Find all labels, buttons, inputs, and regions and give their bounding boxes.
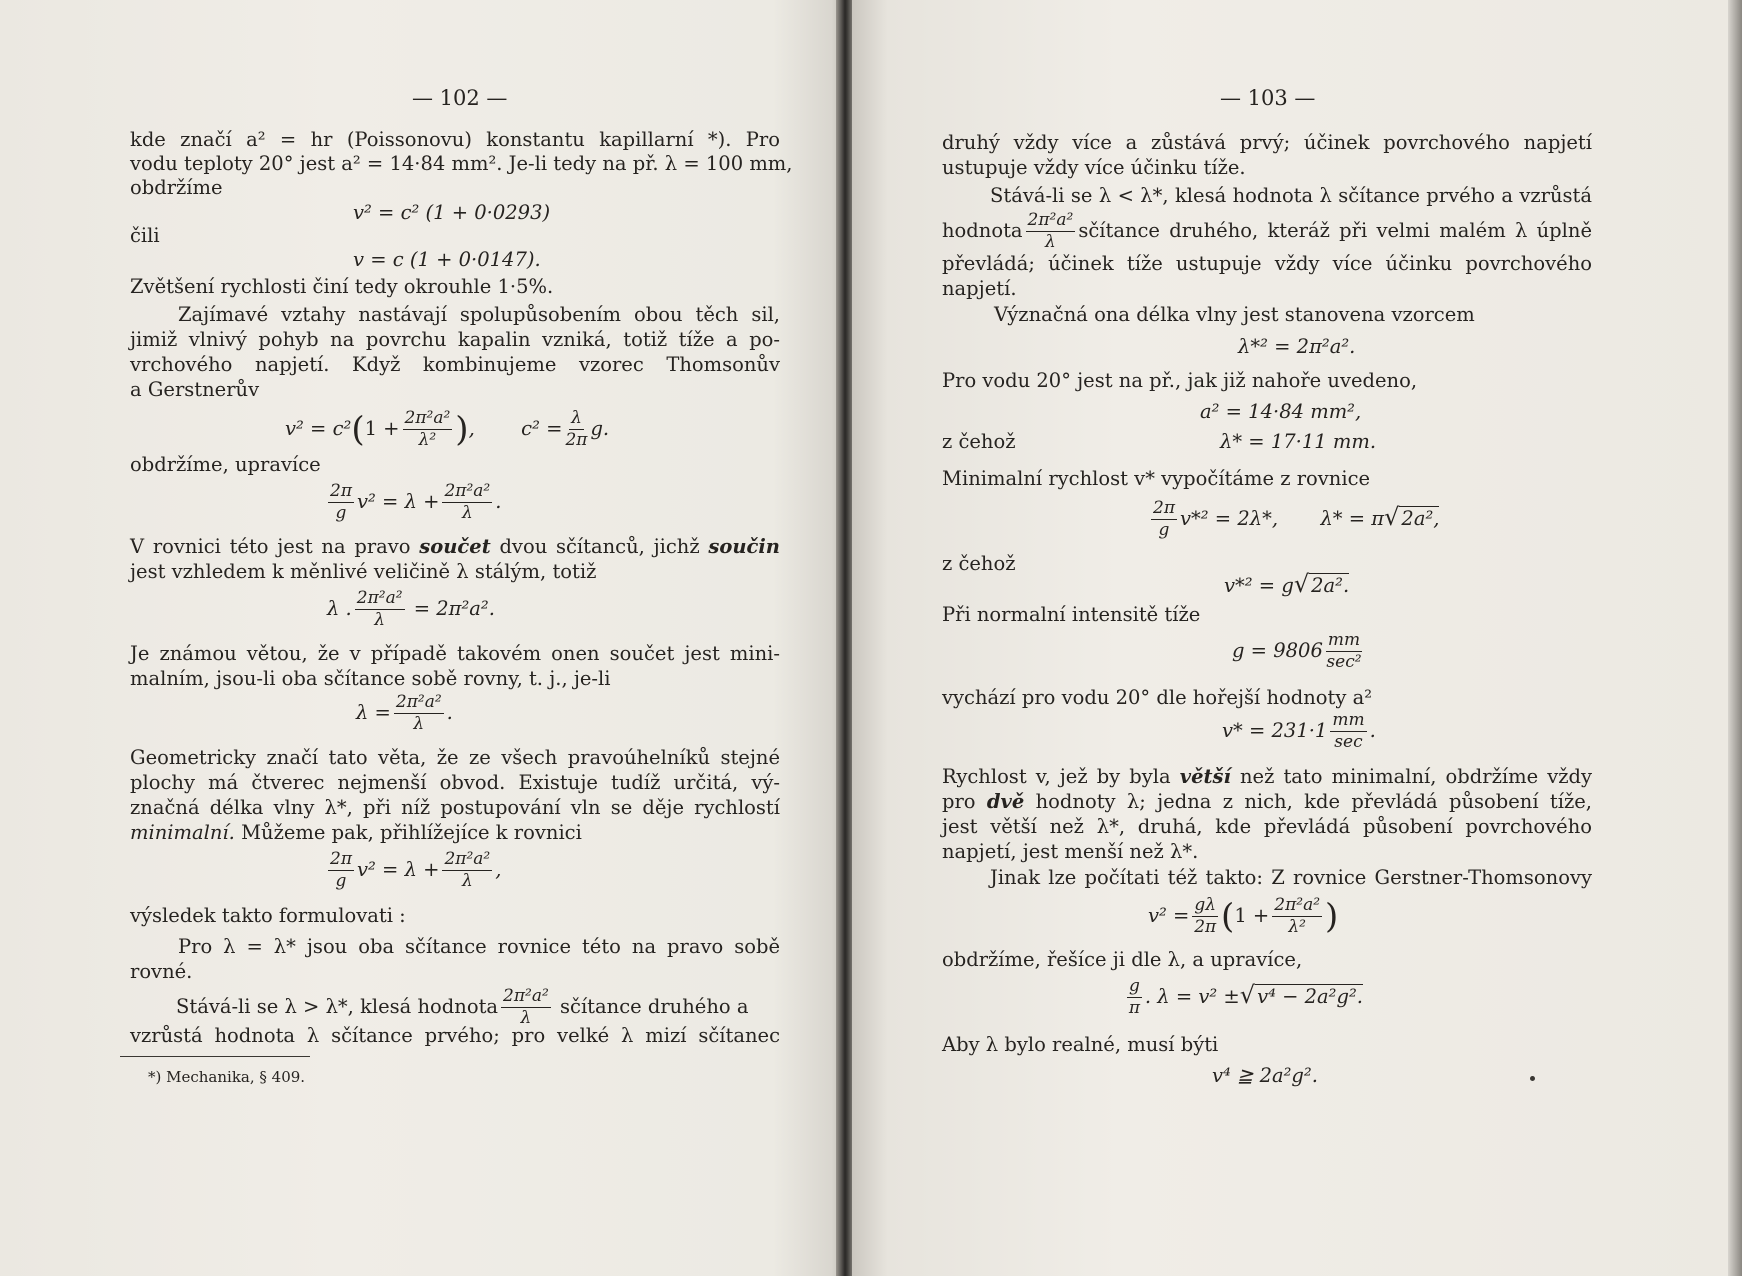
numerator: 2π²a²	[444, 481, 491, 501]
fraction	[1192, 897, 1218, 936]
eq-part: v* = 231·1	[1222, 719, 1328, 742]
denominator: λ	[461, 503, 473, 523]
numerator: 2π²a²	[395, 692, 442, 712]
numerator: λ	[571, 408, 582, 428]
equation	[1124, 978, 1363, 1017]
fraction	[442, 851, 492, 890]
text-span: sčítance druhého a	[560, 995, 749, 1018]
text-line	[942, 212, 1592, 251]
emphasis: součin	[708, 535, 780, 558]
text-span: než tato minimalní, obdržíme vždy	[1239, 765, 1592, 788]
eq-part: v² = λ +	[357, 858, 440, 881]
text-line: kde značí a² = hr (Poissonovu) konstantu kapillarní *). Pro	[130, 128, 780, 151]
text-line	[130, 823, 582, 843]
denominator: 2π	[565, 430, 588, 450]
text-line: čili	[130, 224, 160, 247]
eq-part: g.	[590, 417, 610, 440]
fraction	[1272, 897, 1322, 936]
equation	[1232, 632, 1365, 671]
page-number: — 103 —	[1220, 86, 1316, 110]
text-line	[942, 792, 1592, 812]
text-line: jimiž vlnivý pohyb na povrchu kapalin vzniká, totiž tíže a po-	[130, 328, 780, 351]
equation: v = c (1 + 0·0147).	[353, 248, 541, 271]
denominator: λ	[461, 871, 473, 891]
eq-part: .	[495, 490, 502, 513]
fraction	[442, 483, 492, 522]
equation	[356, 694, 453, 733]
footnote: *) Mechanika, § 409.	[148, 1068, 306, 1086]
numerator: gλ	[1194, 895, 1217, 915]
text-line: Stává-li se λ < λ*, klesá hodnota λ sčítance prvého a vzrůstá	[990, 184, 1592, 207]
fraction	[1151, 500, 1177, 539]
numerator: g	[1129, 976, 1140, 996]
text-line: Pro λ = λ* jsou oba sčítance rovnice této na pravo sobě	[178, 935, 780, 958]
eq-part: v*² = 2λ*,	[1180, 507, 1279, 530]
paren-open: (	[351, 409, 365, 450]
eq-part: ,	[468, 417, 475, 440]
text-line	[942, 767, 1592, 787]
text-line: rovné.	[130, 960, 193, 983]
eq-part: λ* = π	[1320, 507, 1385, 530]
text-line: malním, jsou-li oba sčítance sobě rovny, t. j., je-li	[130, 667, 611, 690]
paren-open: (	[1221, 896, 1235, 937]
eq-part: 1 +	[364, 417, 400, 440]
text-span: Rychlost v, jež by byla	[942, 765, 1171, 788]
equation: λ* = 17·11 mm.	[1220, 430, 1377, 453]
equation	[325, 851, 501, 890]
right-page	[852, 0, 1742, 1276]
eq-part: . λ = v² ±	[1144, 985, 1240, 1008]
equation: a² = 14·84 mm²,	[1200, 400, 1362, 423]
denominator: λ	[374, 610, 386, 630]
numerator: 2π²a²	[404, 408, 451, 428]
text-line: Jinak lze počítati též takto: Z rovnice Gerstner-Thomsonovy	[990, 866, 1592, 889]
text-line: Je známou větou, že v případě takovém onen součet jest mini-	[130, 642, 780, 665]
text-line	[176, 988, 748, 1027]
paren-close: )	[455, 409, 469, 450]
text-line: obdržíme, upravíce	[130, 453, 321, 476]
text-line: vychází pro vodu 20° dle hořejší hodnoty a²	[942, 686, 1373, 709]
fraction	[1026, 212, 1076, 251]
text-line: Pro vodu 20° jest na př., jak již nahoře uvedeno,	[942, 369, 1418, 392]
fraction	[355, 590, 405, 629]
text-line: obdržíme	[130, 176, 223, 199]
ink-speck	[1530, 1076, 1535, 1081]
emphasis: součet	[419, 535, 491, 558]
denominator: λ	[1045, 232, 1056, 252]
eq-part: .	[446, 701, 453, 724]
radicand: 2a².	[1311, 574, 1350, 597]
eq-part: 1 +	[1234, 904, 1270, 927]
text-line: z čehož	[942, 552, 1016, 575]
denominator: g	[1158, 520, 1170, 540]
denominator: sec	[1334, 732, 1363, 752]
radicand: v⁴ − 2a²g².	[1257, 985, 1363, 1008]
denominator: λ²	[1288, 917, 1306, 937]
eq-part: .	[1369, 719, 1376, 742]
text-line: Aby λ bylo realné, musí býti	[942, 1033, 1219, 1056]
equation	[285, 410, 609, 449]
text-line: ustupuje vždy více účinku tíže.	[942, 156, 1246, 179]
denominator: g	[335, 871, 347, 891]
eq-part: v² = c²	[285, 417, 352, 440]
numerator: 2π²a²	[356, 588, 403, 608]
paren-close: )	[1325, 896, 1339, 937]
emphasis: dvě	[986, 790, 1025, 813]
text-line: vrchového napjetí. Když kombinujeme vzorec Thomsonův	[130, 353, 780, 376]
fraction	[1326, 632, 1362, 671]
text-line: Zvětšení rychlosti činí tedy okrouhle 1·5%.	[130, 275, 554, 298]
denominator: λ²	[418, 430, 437, 450]
numerator: 2π²a²	[1027, 210, 1074, 230]
fraction	[565, 410, 587, 449]
text-line: napjetí, jest menší než λ*.	[942, 840, 1199, 863]
fraction	[501, 988, 551, 1027]
eq-part: λ =	[356, 701, 391, 724]
left-page	[0, 0, 840, 1276]
fraction	[394, 694, 444, 733]
equation	[1148, 897, 1338, 936]
numerator: mm	[1327, 630, 1361, 650]
text-line: Minimalní rychlost v* vypočítáme z rovnice	[942, 467, 1371, 490]
radicand: 2a²,	[1401, 507, 1440, 530]
footnote-rule	[120, 1056, 310, 1057]
text-line	[130, 537, 780, 557]
emphasis: větší	[1179, 765, 1231, 788]
text-line: plochy má čtverec nejmenší obvod. Existuje tudíž určitá, vý-	[130, 771, 780, 794]
text-line: převládá; účinek tíže ustupuje vždy více účinku povrchového	[942, 252, 1592, 275]
equation	[1222, 712, 1376, 751]
eq-part: g = 9806	[1232, 639, 1323, 662]
text-line: Při normalní intensitě tíže	[942, 603, 1201, 626]
numerator: 2π²a²	[1274, 895, 1321, 915]
numerator: mm	[1332, 710, 1365, 730]
denominator: λ	[413, 714, 425, 734]
fraction	[328, 483, 354, 522]
equation	[325, 483, 501, 522]
text-span: V rovnici této jest na pravo	[130, 535, 411, 558]
text-line: jest vzhledem k měnlivé veličině λ stálým, totiž	[130, 560, 597, 583]
text-span: dvou sčítanců, jichž	[499, 535, 700, 558]
eq-part: ,	[495, 858, 502, 881]
equation: λ*² = 2π²a².	[1238, 335, 1356, 358]
text-line: značná délka vlny λ*, při níž postupování vln se děje rychlostí	[130, 796, 780, 819]
numerator: 2π	[330, 481, 352, 501]
eq-part: c² =	[521, 417, 563, 440]
equation	[327, 590, 495, 629]
text-span: pro	[942, 790, 976, 813]
equation: v⁴ ≧ 2a²g².	[1212, 1064, 1318, 1087]
text-span: sčítance druhého, kteráž při velmi malém λ úplně	[1078, 219, 1592, 242]
radical-sign: √	[1384, 503, 1400, 531]
denominator: λ	[520, 1008, 532, 1028]
fraction	[1127, 978, 1142, 1017]
text-line: z čehož	[942, 430, 1016, 453]
equation	[1148, 500, 1439, 539]
eq-part: λ .	[327, 597, 352, 620]
text-line: Význačná ona délka vlny jest stanovena vzorcem	[994, 303, 1475, 326]
text-line: vzrůstá hodnota λ sčítance prvého; pro velké λ mizí sčítanec	[130, 1024, 780, 1047]
text-line: a Gerstnerův	[130, 378, 260, 401]
text-line: výsledek takto formulovati :	[130, 904, 406, 927]
fraction	[403, 410, 453, 449]
text-span: hodnota	[942, 219, 1023, 242]
text-line: napjetí.	[942, 277, 1017, 300]
denominator: sec²	[1326, 652, 1362, 672]
radical-sign: √	[1293, 570, 1310, 598]
numerator: 2π²a²	[503, 986, 549, 1006]
eq-part: v*² = g	[1224, 574, 1294, 597]
equation: v² = c² (1 + 0·0293)	[353, 201, 551, 224]
fraction	[328, 851, 354, 890]
eq-part: v² = λ +	[357, 490, 440, 513]
equation	[1224, 572, 1349, 596]
text-line: Geometricky značí tato věta, že ze všech pravoúhelníků stejné	[130, 746, 780, 769]
text-line: obdržíme, řešíce ji dle λ, a upravíce,	[942, 948, 1303, 971]
fraction	[1330, 712, 1366, 751]
denominator: g	[335, 503, 347, 523]
numerator: 2π	[1153, 498, 1175, 518]
eq-part: v² =	[1148, 904, 1190, 927]
text-line: vodu teploty 20° jest a² = 14·84 mm². Je-li tedy na př. λ = 100 mm,	[130, 152, 793, 175]
page-edge	[1728, 0, 1742, 1276]
eq-part: = 2π²a².	[413, 597, 495, 620]
text-line: Zajímavé vztahy nastávají spolupůsobením obou těch sil,	[178, 303, 780, 326]
text-span: Stává-li se λ > λ*, klesá hodnota	[176, 995, 499, 1018]
emphasis: minimalní.	[130, 821, 235, 844]
denominator: 2π	[1194, 917, 1217, 937]
text-span: hodnoty λ; jedna z nich, kde převládá působení tíže,	[1035, 790, 1593, 813]
radical-sign: √	[1239, 981, 1256, 1009]
text-span: Můžeme pak, přihlížejíce k rovnici	[234, 821, 582, 844]
page-number: — 102 —	[412, 86, 508, 110]
denominator: π	[1128, 998, 1141, 1018]
numerator: 2π	[330, 849, 352, 869]
text-line: jest větší než λ*, druhá, kde převládá působení povrchového	[942, 815, 1592, 838]
numerator: 2π²a²	[444, 849, 491, 869]
text-line: druhý vždy více a zůstává prvý; účinek povrchového napjetí	[942, 131, 1592, 154]
